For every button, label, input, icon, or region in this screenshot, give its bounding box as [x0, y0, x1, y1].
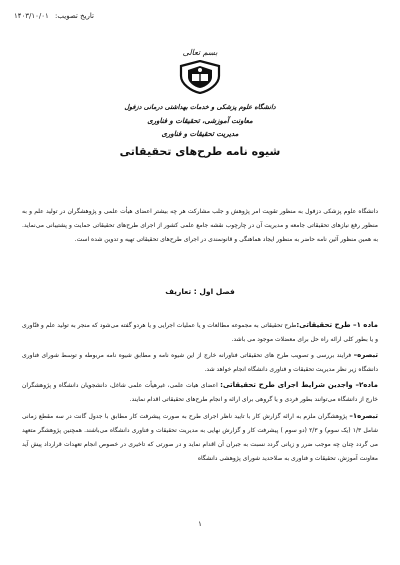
- logo-university-name: دانشگاه علوم پزشکی و خدمات بهداشتی درمانی دزفول: [124, 103, 276, 111]
- approval-date-value: ۱۴۰۳/۱۰/۰۱: [14, 12, 49, 20]
- article-2-heading: ماده۲– واجدین شرایط اجرای طرح تحقیقاتی:: [220, 381, 378, 389]
- section-heading: فصل اول : تعاریف: [165, 287, 235, 296]
- note-1-heading: تبصره–: [353, 351, 378, 359]
- article-1-note: [22, 348, 378, 377]
- logo-deputy-name: معاونت آموزشی، تحقیقات و فناوری: [147, 116, 253, 125]
- article-2: [22, 378, 378, 407]
- logo-basmala: بسم تعالی: [182, 48, 218, 57]
- note-1-text: فرایند بررسی و تصویب طرح های تحقیقاتی فناورانه خارج از این شیوه نامه و مطابق شیوه نامه مربوطه و توسط شورای فناوری دانشگاه زیر نظر مدیریت تحقیقات و فناوری دانشگاه انجام خواهد شد.: [22, 352, 378, 373]
- intro-paragraph: دانشگاه علوم پزشکی دزفول به منظور تقویت امر پژوهش و جلب مشارکت هر چه بیشتر اعضای هیأت علمی و پژوهشگران در تولید علم و به منظور رفع نیازهای تحقیقاتی جامعه و مدیریت آن در چارچوب نقشه جامع علمی کشور از اجرای طرح‌های تحقیقاتی حمایت و پشتیبانی می‌نماید. به همین منظور آئین نامه حاضر به منظور ایجاد هماهنگی و قانونمندی در اجرای طرح‌های تحقیقاتی تهیه و تدوین شده است.: [22, 208, 378, 243]
- note-2-heading: تبصره۱–: [349, 412, 378, 420]
- article-1-heading: ماده ۱– طرح تحقیقاتی:: [296, 321, 378, 329]
- article-1: [22, 318, 378, 347]
- article-1-text: طرح تحقیقاتی به مجموعه مطالعات و یا عملیات اجرایی و یا هردو گفته می‌شود که منجر به تولید علم و فنّاوری و یا بطور کلی ارائه راه حل برای معضلات موجود می باشد.: [22, 322, 378, 343]
- university-emblem-icon: [177, 60, 223, 94]
- page-number: ۱: [198, 520, 202, 528]
- approval-date: [14, 12, 94, 20]
- document-title: شیوه نامه طرح‌های تحقیقاتی: [119, 145, 281, 158]
- article-2-note: [22, 409, 378, 466]
- note-2-text: پژوهشگران ملزم به ارائه گزارش کار با تایید ناظر اجرای طرح به صورت پیشرفت کار مطابق با جدول گانت در سه مقطع زمانی شامل ۱/۳ (یک سوم) و ۲/۳ (دو سوم ) پیشرفت کار و گزارش نهایی به مدیریت تحقیقات و فناوری دانشگاه می‌باشند. همچنین پژوهشگر متعهد می گردد چنان چه موجب ضرر و زیانی گردد نسبت به جبران آن اقدام نماید و در صورتی که تاخیری در خصوص انجام تعهدات قرارداد پیش آید معاونت آموزش، تحقیقات و فناوری به صلاحدید شورای پژوهشی دانشگاه: [22, 413, 378, 462]
- logo-department-name: مدیریت تحقیقات و فناوری: [161, 129, 239, 138]
- article-2-text: اعضای هیات علمی، غیرهیأت علمی شاغل، دانشجویان دانشگاه و پژوهشگران خارج از دانشگاه می‌توانند بطور فردی و یا گروهی برای ارائه و انجام طرح‌های تحقیقاتی اقدام نمایند.: [22, 382, 378, 403]
- approval-date-label: تاریخ تصویب:: [55, 12, 94, 20]
